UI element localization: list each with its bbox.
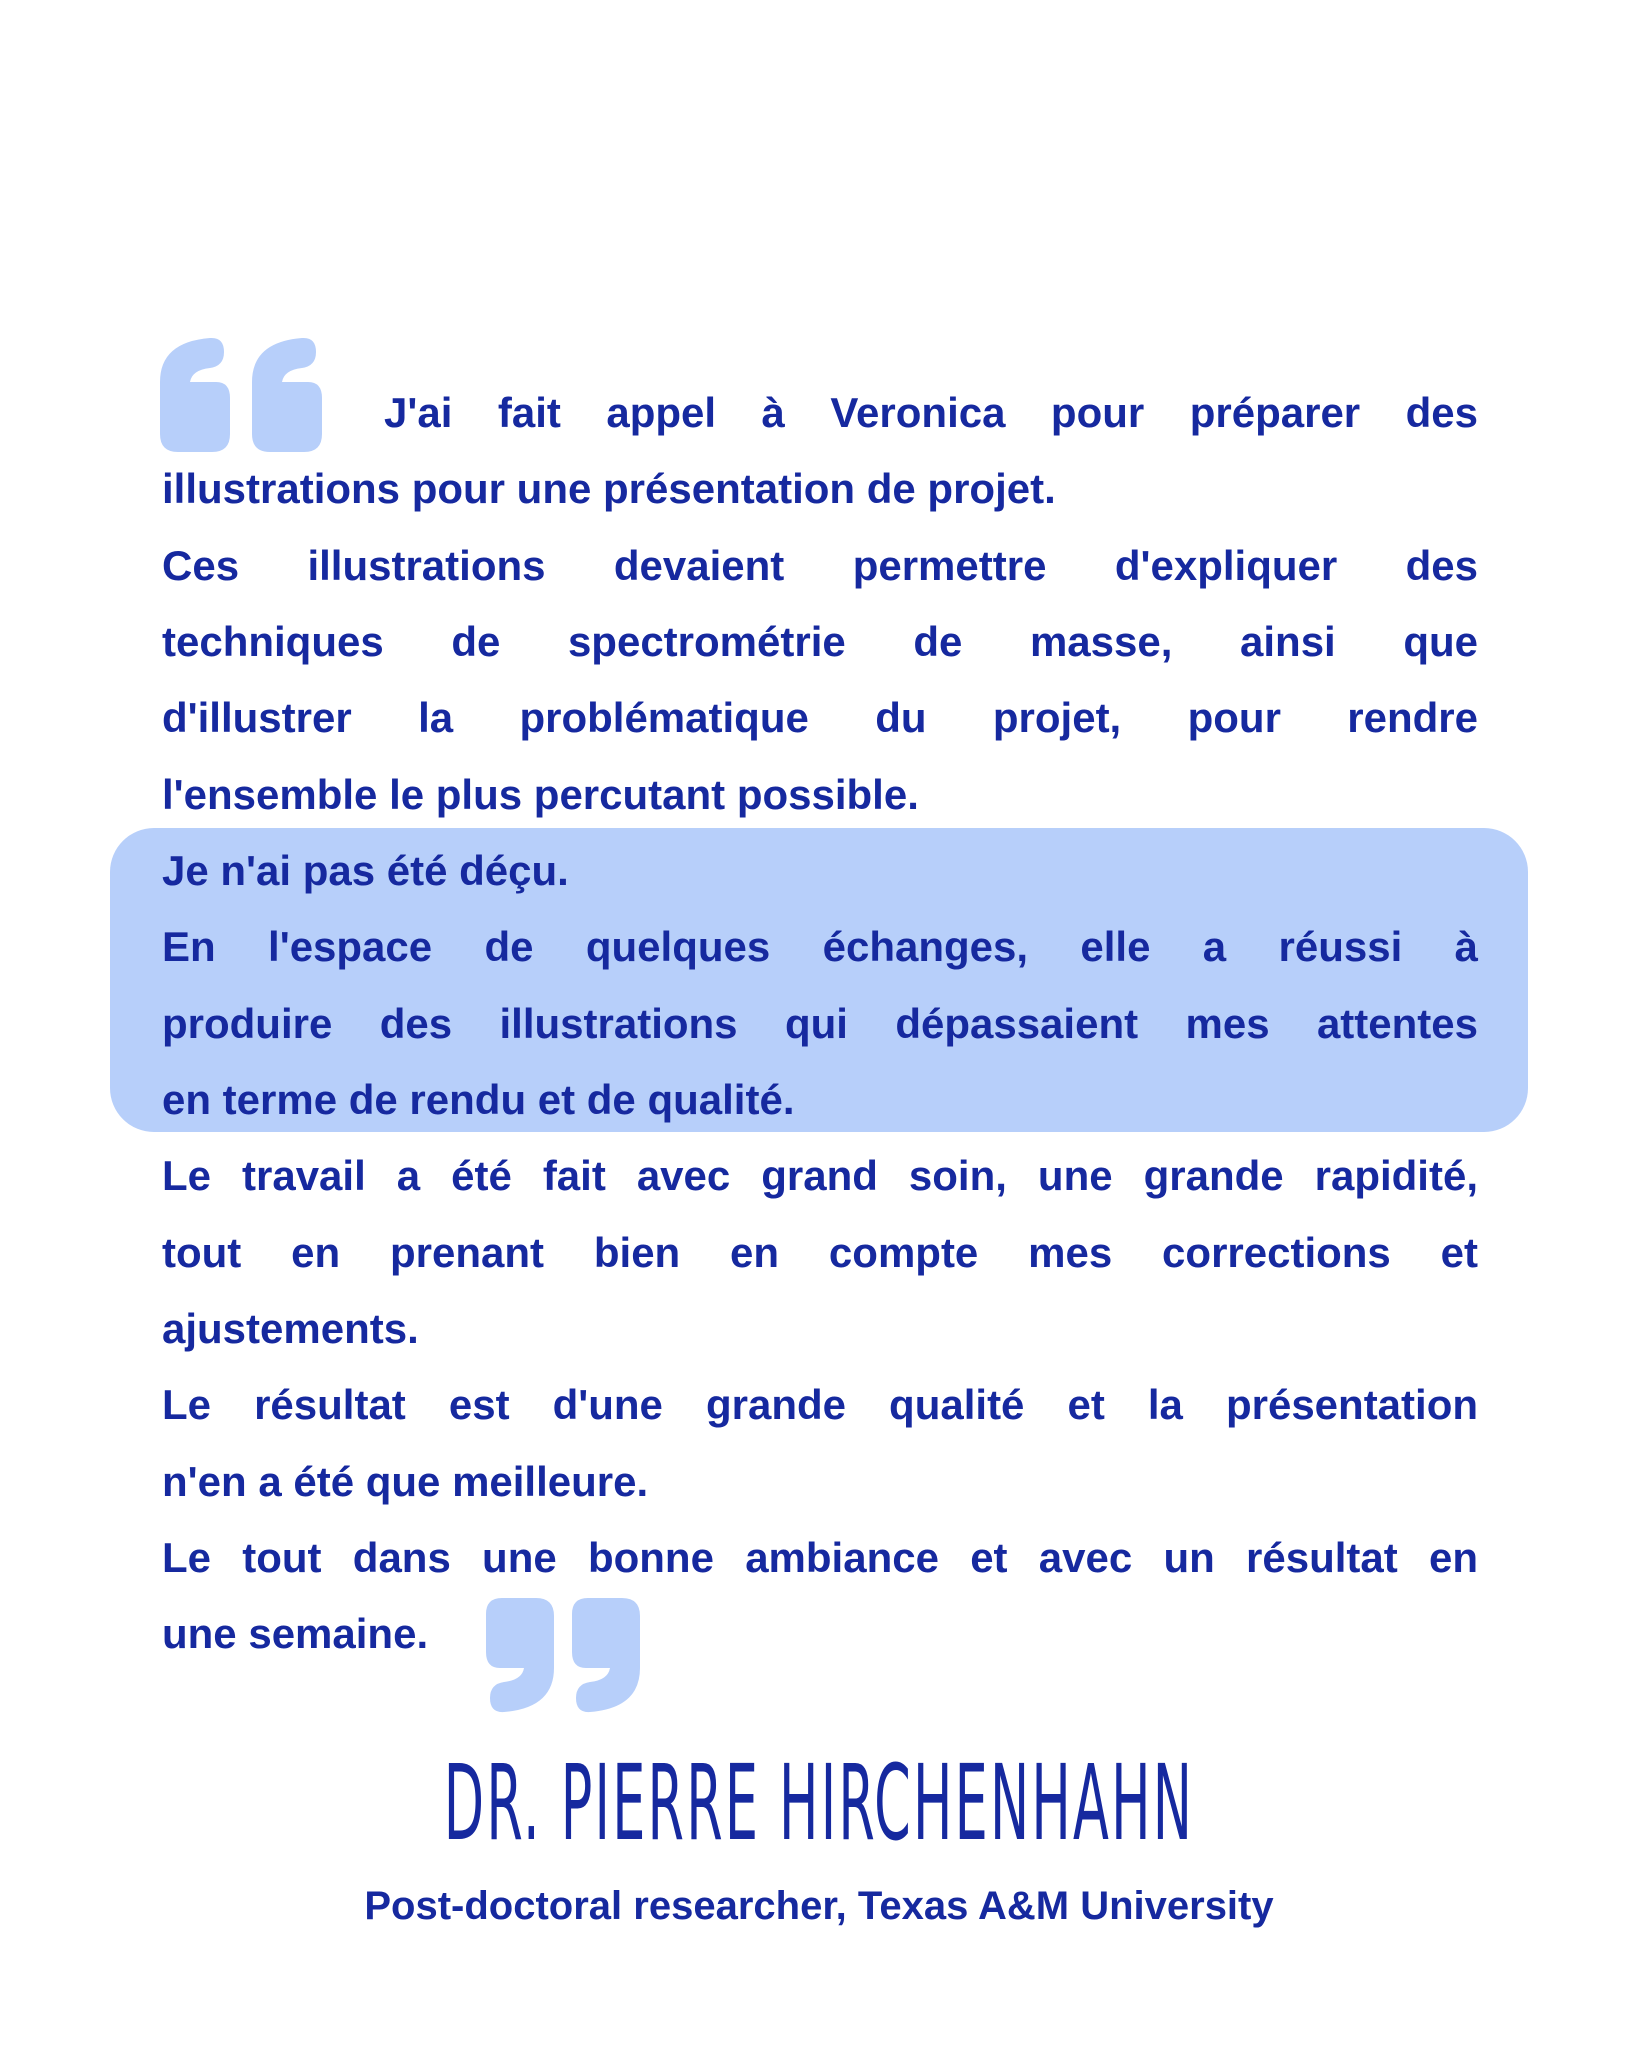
testimonial-line-highlighted: produire des illustrations qui dépassaient mes attentes <box>162 1000 1478 1047</box>
testimonial-line: l'ensemble le plus percutant possible. <box>162 771 919 818</box>
testimonial-line: Le tout dans une bonne ambiance et avec un résultat en <box>162 1534 1478 1581</box>
testimonial-line: techniques de spectrométrie de masse, ainsi que <box>162 618 1478 665</box>
testimonial-line: tout en prenant bien en compte mes corrections et <box>162 1229 1478 1276</box>
testimonial-line: J'ai fait appel à Veronica pour préparer des <box>384 389 1478 436</box>
testimonial-line: Le résultat est d'une grande qualité et la présentation <box>162 1381 1478 1428</box>
testimonial-line: une semaine. <box>162 1610 429 1657</box>
open-quote-icon <box>158 336 324 452</box>
testimonial-line-highlighted: Je n'ai pas été déçu. <box>162 847 569 894</box>
testimonial-line-highlighted: En l'espace de quelques échanges, elle a réussi à <box>162 923 1478 970</box>
testimonial-line: n'en a été que meilleure. <box>162 1458 649 1505</box>
testimonial-line: Ces illustrations devaient permettre d'expliquer des <box>162 542 1478 589</box>
testimonial-line: d'illustrer la problématique du projet, pour rendre <box>162 694 1478 741</box>
testimonial-line: Le travail a été fait avec grand soin, une grande rapidité, <box>162 1152 1478 1199</box>
testimonial-line: ajustements. <box>162 1305 419 1352</box>
author-name: DR. PIERRE HIRCHENHAHN <box>443 1742 1195 1864</box>
close-quote-icon <box>484 1596 642 1714</box>
testimonial-line: illustrations pour une présentation de projet. <box>162 465 1056 512</box>
testimonial-line-highlighted: en terme de rendu et de qualité. <box>162 1076 795 1123</box>
author-role: Post-doctoral researcher, Texas A&M University <box>364 1884 1274 1928</box>
